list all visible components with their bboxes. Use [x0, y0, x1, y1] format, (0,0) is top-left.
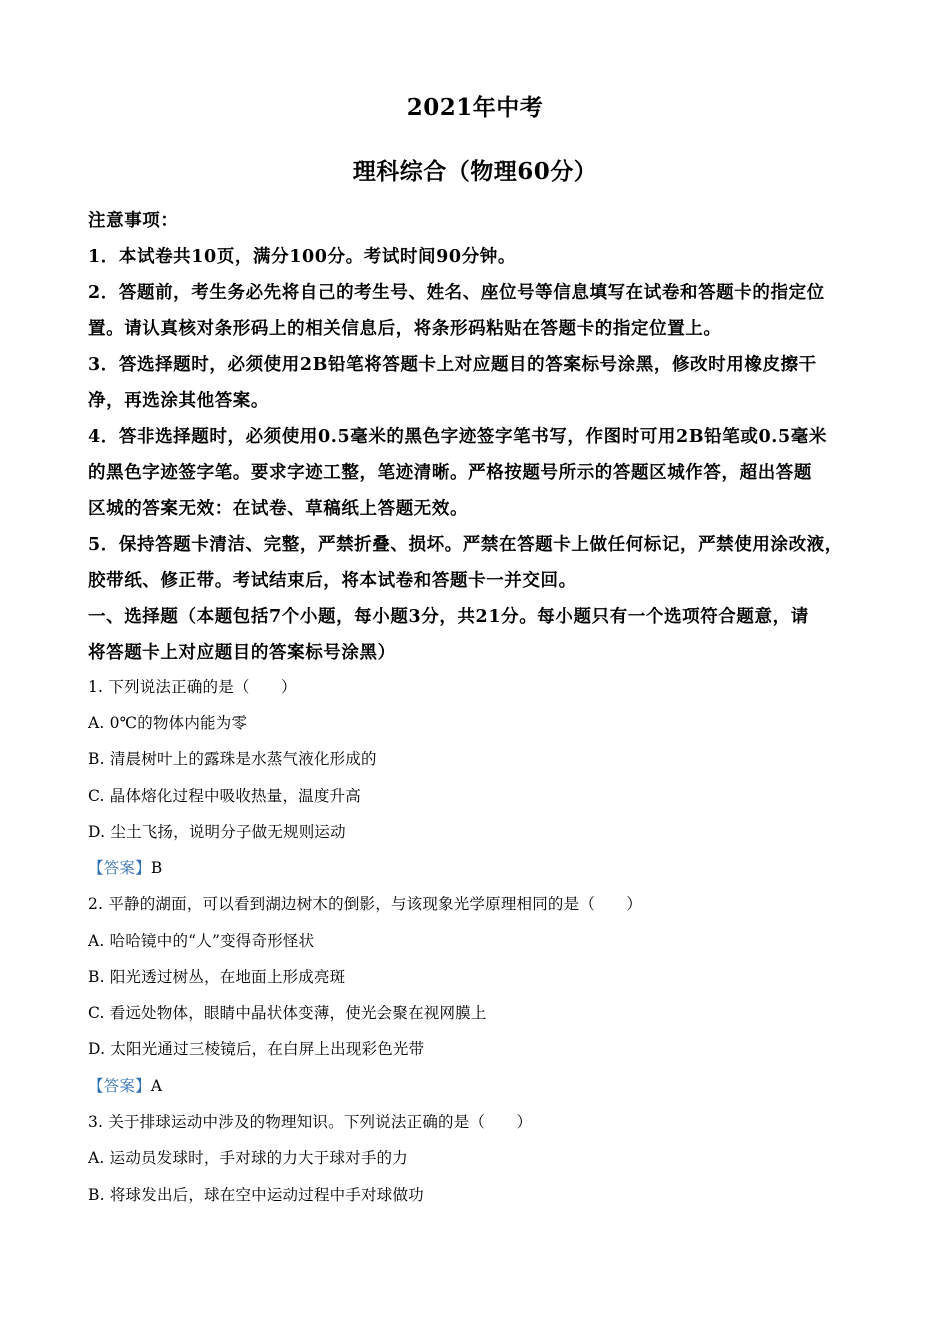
page-title: 2021年中考 [406, 94, 544, 121]
page-subtitle: 理科综合（物理60分） [352, 158, 598, 185]
notes-line: 置。请认真核对条形码上的相关信息后，将条形码粘贴在答题卡的指定位置上。 [88, 319, 722, 339]
notes-line: 5．保持答题卡清洁、完整，严禁折叠、损坏。严禁在答题卡上做任何标记，严禁使用涂改液， [88, 535, 843, 555]
notes-line: 4．答非选择题时，必须使用0.5毫米的黑色字迹签字笔书写，作图时可用2B铅笔或0.5毫米 [88, 427, 827, 447]
answer-line [88, 1074, 878, 1096]
question-option: D. 尘土飞扬，说明分子做无规则运动 [88, 823, 346, 841]
question-stem: 2. 平静的湖面，可以看到湖边树木的倒影，与该现象光学原理相同的是（ ） [88, 895, 643, 913]
question-stem: 1. 下列说法正确的是（ ） [88, 678, 297, 696]
answer-line [88, 856, 878, 878]
question-option: A. 0℃的物体内能为零 [88, 714, 248, 732]
question-option: B. 清晨树叶上的露珠是水蒸气液化形成的 [88, 750, 377, 768]
answer-tag: 【答案】 [88, 859, 151, 877]
notes-line: 3．答选择题时，必须使用2B铅笔将答题卡上对应题目的答案标号涂黑，修改时用橡皮擦干 [88, 355, 817, 375]
answer-value: A [150, 1077, 163, 1095]
notes-line: 1．本试卷共10页，满分100分。考试时间90分钟。 [88, 247, 517, 267]
question-option: C. 看远处物体，眼睛中晶状体变薄，使光会聚在视网膜上 [88, 1004, 487, 1022]
notes-line: 胶带纸、修正带。考试结束后，将本试卷和答题卡一并交回。 [88, 571, 577, 591]
question-option: A. 哈哈镜中的“人”变得奇形怪状 [88, 932, 315, 950]
question-option: B. 阳光透过树丛，在地面上形成亮斑 [88, 968, 346, 986]
notes-line: 2．答题前，考生务必先将自己的考生号、姓名、座位号等信息填写在试卷和答题卡的指定位 [88, 283, 825, 303]
notes-line: 区城的答案无效：在试卷、草稿纸上答题无效。 [88, 499, 469, 519]
section-heading: 将答题卡上对应题目的答案标号涂黑） [88, 643, 396, 663]
question-option: A. 运动员发球时，手对球的力大于球对手的力 [88, 1149, 408, 1167]
notes-heading: 注意事项： [88, 211, 179, 231]
question-option: C. 晶体熔化过程中吸收热量，温度升高 [88, 787, 361, 805]
answer-value: B [150, 859, 163, 877]
question-stem: 3. 关于排球运动中涉及的物理知识。下列说法正确的是（ ） [88, 1113, 533, 1131]
question-option: B. 将球发出后，球在空中运动过程中手对球做功 [88, 1186, 424, 1204]
notes-line: 的黑色字迹签字笔。要求字迹工整，笔迹清晰。严格按题号所示的答题区城作答，超出答题 [88, 463, 812, 483]
section-heading: 一、选择题（本题包括7个小题，每小题3分，共21分。每小题只有一个选项符合题意，请 [88, 607, 809, 627]
notes-line: 净，再选涂其他答案。 [88, 391, 269, 411]
question-option: D. 太阳光通过三棱镜后，在白屏上出现彩色光带 [88, 1040, 425, 1058]
answer-tag: 【答案】 [88, 1077, 151, 1095]
